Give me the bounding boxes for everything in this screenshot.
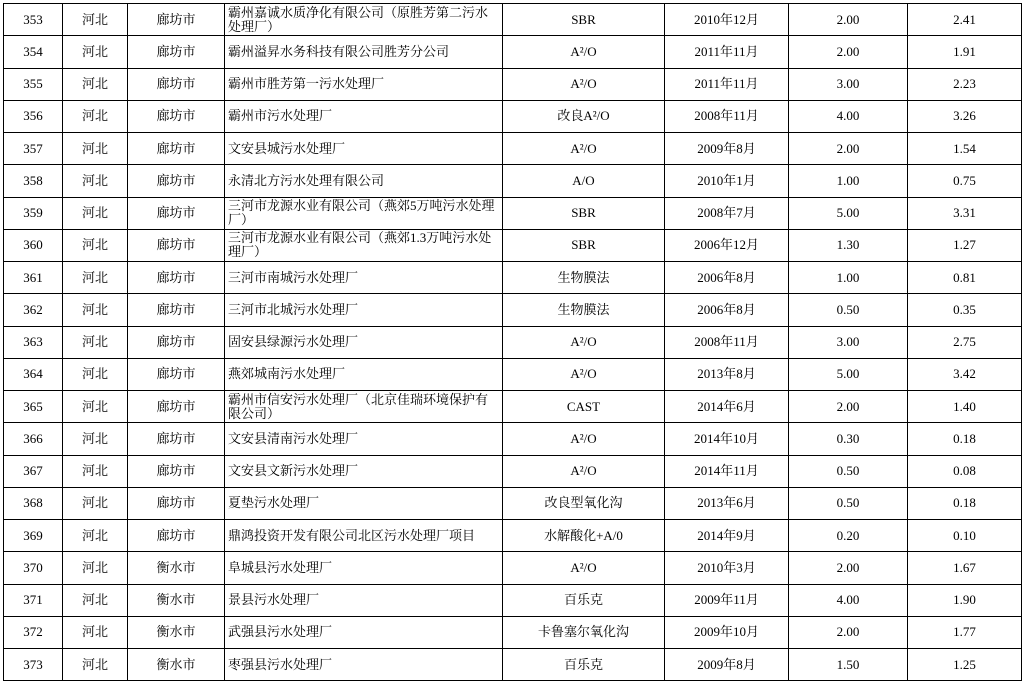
actual-cell: 1.67 xyxy=(908,552,1022,584)
city-cell: 廊坊市 xyxy=(128,327,225,359)
city-cell: 廊坊市 xyxy=(128,230,225,262)
table-row xyxy=(4,488,1022,520)
actual-cell: 2.41 xyxy=(908,4,1022,36)
row-number-cell: 366 xyxy=(4,423,63,455)
capacity-cell: 1.30 xyxy=(789,230,908,262)
process-cell: A²/O xyxy=(503,423,665,455)
city-cell: 廊坊市 xyxy=(128,456,225,488)
city-cell: 衡水市 xyxy=(128,585,225,617)
date-cell: 2008年7月 xyxy=(665,198,789,230)
plant-name-cell: 景县污水处理厂 xyxy=(225,585,503,617)
actual-cell: 0.18 xyxy=(908,488,1022,520)
city-cell: 廊坊市 xyxy=(128,294,225,326)
row-number-cell: 364 xyxy=(4,359,63,391)
date-cell: 2006年12月 xyxy=(665,230,789,262)
date-cell: 2009年8月 xyxy=(665,649,789,681)
city-cell: 衡水市 xyxy=(128,552,225,584)
plant-name-cell: 鼎鸿投资开发有限公司北区污水处理厂项目 xyxy=(225,520,503,552)
plant-name-cell: 三河市龙源水业有限公司（燕郊5万吨污水处理厂） xyxy=(225,198,503,230)
plant-name-cell: 武强县污水处理厂 xyxy=(225,617,503,649)
process-cell: A²/O xyxy=(503,456,665,488)
process-cell: 百乐克 xyxy=(503,585,665,617)
table-row xyxy=(4,101,1022,133)
actual-cell: 2.23 xyxy=(908,69,1022,101)
city-cell: 廊坊市 xyxy=(128,69,225,101)
province-cell: 河北 xyxy=(63,69,128,101)
date-cell: 2011年11月 xyxy=(665,36,789,68)
row-number-cell: 361 xyxy=(4,262,63,294)
table-row xyxy=(4,359,1022,391)
city-cell: 廊坊市 xyxy=(128,101,225,133)
process-cell: SBR xyxy=(503,230,665,262)
row-number-cell: 363 xyxy=(4,327,63,359)
table-row xyxy=(4,69,1022,101)
process-cell: A²/O xyxy=(503,552,665,584)
province-cell: 河北 xyxy=(63,327,128,359)
capacity-cell: 2.00 xyxy=(789,552,908,584)
province-cell: 河北 xyxy=(63,649,128,681)
actual-cell: 1.54 xyxy=(908,133,1022,165)
province-cell: 河北 xyxy=(63,4,128,36)
city-cell: 廊坊市 xyxy=(128,520,225,552)
table-row xyxy=(4,262,1022,294)
table-row xyxy=(4,520,1022,552)
row-number-cell: 365 xyxy=(4,391,63,423)
table-row xyxy=(4,617,1022,649)
process-cell: 改良A²/O xyxy=(503,101,665,133)
table-row xyxy=(4,327,1022,359)
province-cell: 河北 xyxy=(63,520,128,552)
province-cell: 河北 xyxy=(63,165,128,197)
process-cell: A²/O xyxy=(503,327,665,359)
capacity-cell: 5.00 xyxy=(789,198,908,230)
table-row xyxy=(4,133,1022,165)
date-cell: 2014年11月 xyxy=(665,456,789,488)
table-row xyxy=(4,294,1022,326)
capacity-cell: 3.00 xyxy=(789,327,908,359)
plant-name-cell: 三河市龙源水业有限公司（燕郊1.3万吨污水处理厂） xyxy=(225,230,503,262)
actual-cell: 0.10 xyxy=(908,520,1022,552)
table-row xyxy=(4,649,1022,681)
province-cell: 河北 xyxy=(63,456,128,488)
table-row xyxy=(4,456,1022,488)
city-cell: 廊坊市 xyxy=(128,4,225,36)
actual-cell: 0.18 xyxy=(908,423,1022,455)
plant-name-cell: 固安县绿源污水处理厂 xyxy=(225,327,503,359)
table-row xyxy=(4,552,1022,584)
date-cell: 2011年11月 xyxy=(665,69,789,101)
province-cell: 河北 xyxy=(63,36,128,68)
plant-name-cell: 文安县清南污水处理厂 xyxy=(225,423,503,455)
process-cell: 水解酸化+A/0 xyxy=(503,520,665,552)
actual-cell: 1.27 xyxy=(908,230,1022,262)
province-cell: 河北 xyxy=(63,294,128,326)
actual-cell: 3.42 xyxy=(908,359,1022,391)
capacity-cell: 1.00 xyxy=(789,262,908,294)
process-cell: A²/O xyxy=(503,133,665,165)
date-cell: 2006年8月 xyxy=(665,294,789,326)
actual-cell: 0.75 xyxy=(908,165,1022,197)
capacity-cell: 2.00 xyxy=(789,36,908,68)
row-number-cell: 358 xyxy=(4,165,63,197)
date-cell: 2014年6月 xyxy=(665,391,789,423)
table-row xyxy=(4,36,1022,68)
row-number-cell: 367 xyxy=(4,456,63,488)
row-number-cell: 369 xyxy=(4,520,63,552)
table-row xyxy=(4,198,1022,230)
plant-name-cell: 三河市北城污水处理厂 xyxy=(225,294,503,326)
city-cell: 廊坊市 xyxy=(128,391,225,423)
row-number-cell: 371 xyxy=(4,585,63,617)
date-cell: 2008年11月 xyxy=(665,101,789,133)
process-cell: A²/O xyxy=(503,36,665,68)
table-row xyxy=(4,4,1022,36)
table-row xyxy=(4,423,1022,455)
table-row xyxy=(4,230,1022,262)
plant-name-cell: 霸州嘉诚水质净化有限公司（原胜芳第二污水处理厂） xyxy=(225,4,503,36)
capacity-cell: 2.00 xyxy=(789,133,908,165)
capacity-cell: 5.00 xyxy=(789,359,908,391)
plant-name-cell: 霸州市胜芳第一污水处理厂 xyxy=(225,69,503,101)
city-cell: 廊坊市 xyxy=(128,488,225,520)
date-cell: 2010年3月 xyxy=(665,552,789,584)
plant-name-cell: 阜城县污水处理厂 xyxy=(225,552,503,584)
row-number-cell: 373 xyxy=(4,649,63,681)
plant-name-cell: 文安县文新污水处理厂 xyxy=(225,456,503,488)
city-cell: 廊坊市 xyxy=(128,165,225,197)
date-cell: 2006年8月 xyxy=(665,262,789,294)
province-cell: 河北 xyxy=(63,391,128,423)
province-cell: 河北 xyxy=(63,552,128,584)
row-number-cell: 372 xyxy=(4,617,63,649)
province-cell: 河北 xyxy=(63,617,128,649)
row-number-cell: 360 xyxy=(4,230,63,262)
date-cell: 2010年12月 xyxy=(665,4,789,36)
actual-cell: 1.77 xyxy=(908,617,1022,649)
province-cell: 河北 xyxy=(63,585,128,617)
actual-cell: 1.25 xyxy=(908,649,1022,681)
process-cell: A²/O xyxy=(503,69,665,101)
date-cell: 2014年9月 xyxy=(665,520,789,552)
date-cell: 2009年10月 xyxy=(665,617,789,649)
capacity-cell: 0.30 xyxy=(789,423,908,455)
process-cell: SBR xyxy=(503,198,665,230)
actual-cell: 1.91 xyxy=(908,36,1022,68)
city-cell: 廊坊市 xyxy=(128,198,225,230)
plant-name-cell: 夏垫污水处理厂 xyxy=(225,488,503,520)
capacity-cell: 2.00 xyxy=(789,617,908,649)
process-cell: 生物膜法 xyxy=(503,294,665,326)
plant-name-cell: 燕郊城南污水处理厂 xyxy=(225,359,503,391)
row-number-cell: 362 xyxy=(4,294,63,326)
row-number-cell: 368 xyxy=(4,488,63,520)
province-cell: 河北 xyxy=(63,230,128,262)
date-cell: 2014年10月 xyxy=(665,423,789,455)
province-cell: 河北 xyxy=(63,359,128,391)
date-cell: 2009年8月 xyxy=(665,133,789,165)
capacity-cell: 2.00 xyxy=(789,391,908,423)
city-cell: 衡水市 xyxy=(128,649,225,681)
province-cell: 河北 xyxy=(63,423,128,455)
capacity-cell: 1.00 xyxy=(789,165,908,197)
process-cell: 卡鲁塞尔氧化沟 xyxy=(503,617,665,649)
row-number-cell: 370 xyxy=(4,552,63,584)
province-cell: 河北 xyxy=(63,133,128,165)
actual-cell: 0.08 xyxy=(908,456,1022,488)
capacity-cell: 4.00 xyxy=(789,101,908,133)
capacity-cell: 0.50 xyxy=(789,488,908,520)
city-cell: 廊坊市 xyxy=(128,36,225,68)
plant-name-cell: 霸州市信安污水处理厂（北京佳瑞环境保护有限公司） xyxy=(225,391,503,423)
city-cell: 衡水市 xyxy=(128,617,225,649)
actual-cell: 1.40 xyxy=(908,391,1022,423)
row-number-cell: 359 xyxy=(4,198,63,230)
capacity-cell: 0.50 xyxy=(789,456,908,488)
process-cell: A/O xyxy=(503,165,665,197)
capacity-cell: 1.50 xyxy=(789,649,908,681)
date-cell: 2008年11月 xyxy=(665,327,789,359)
actual-cell: 0.35 xyxy=(908,294,1022,326)
table-row xyxy=(4,165,1022,197)
capacity-cell: 0.50 xyxy=(789,294,908,326)
actual-cell: 1.90 xyxy=(908,585,1022,617)
process-cell: CAST xyxy=(503,391,665,423)
actual-cell: 2.75 xyxy=(908,327,1022,359)
date-cell: 2010年1月 xyxy=(665,165,789,197)
province-cell: 河北 xyxy=(63,262,128,294)
plant-name-cell: 三河市南城污水处理厂 xyxy=(225,262,503,294)
plant-name-cell: 文安县城污水处理厂 xyxy=(225,133,503,165)
process-cell: 百乐克 xyxy=(503,649,665,681)
table-row xyxy=(4,391,1022,423)
date-cell: 2013年6月 xyxy=(665,488,789,520)
province-cell: 河北 xyxy=(63,198,128,230)
capacity-cell: 0.20 xyxy=(789,520,908,552)
plant-name-cell: 永清北方污水处理有限公司 xyxy=(225,165,503,197)
plant-name-cell: 枣强县污水处理厂 xyxy=(225,649,503,681)
capacity-cell: 2.00 xyxy=(789,4,908,36)
process-cell: 改良型氧化沟 xyxy=(503,488,665,520)
date-cell: 2013年8月 xyxy=(665,359,789,391)
row-number-cell: 356 xyxy=(4,101,63,133)
city-cell: 廊坊市 xyxy=(128,423,225,455)
row-number-cell: 357 xyxy=(4,133,63,165)
date-cell: 2009年11月 xyxy=(665,585,789,617)
row-number-cell: 353 xyxy=(4,4,63,36)
capacity-cell: 3.00 xyxy=(789,69,908,101)
table-row xyxy=(4,585,1022,617)
plant-name-cell: 霸州溢昇水务科技有限公司胜芳分公司 xyxy=(225,36,503,68)
actual-cell: 0.81 xyxy=(908,262,1022,294)
city-cell: 廊坊市 xyxy=(128,359,225,391)
capacity-cell: 4.00 xyxy=(789,585,908,617)
process-cell: 生物膜法 xyxy=(503,262,665,294)
city-cell: 廊坊市 xyxy=(128,133,225,165)
row-number-cell: 354 xyxy=(4,36,63,68)
actual-cell: 3.26 xyxy=(908,101,1022,133)
actual-cell: 3.31 xyxy=(908,198,1022,230)
city-cell: 廊坊市 xyxy=(128,262,225,294)
process-cell: A²/O xyxy=(503,359,665,391)
data-table xyxy=(3,3,1022,681)
province-cell: 河北 xyxy=(63,488,128,520)
row-number-cell: 355 xyxy=(4,69,63,101)
process-cell: SBR xyxy=(503,4,665,36)
plant-name-cell: 霸州市污水处理厂 xyxy=(225,101,503,133)
province-cell: 河北 xyxy=(63,101,128,133)
